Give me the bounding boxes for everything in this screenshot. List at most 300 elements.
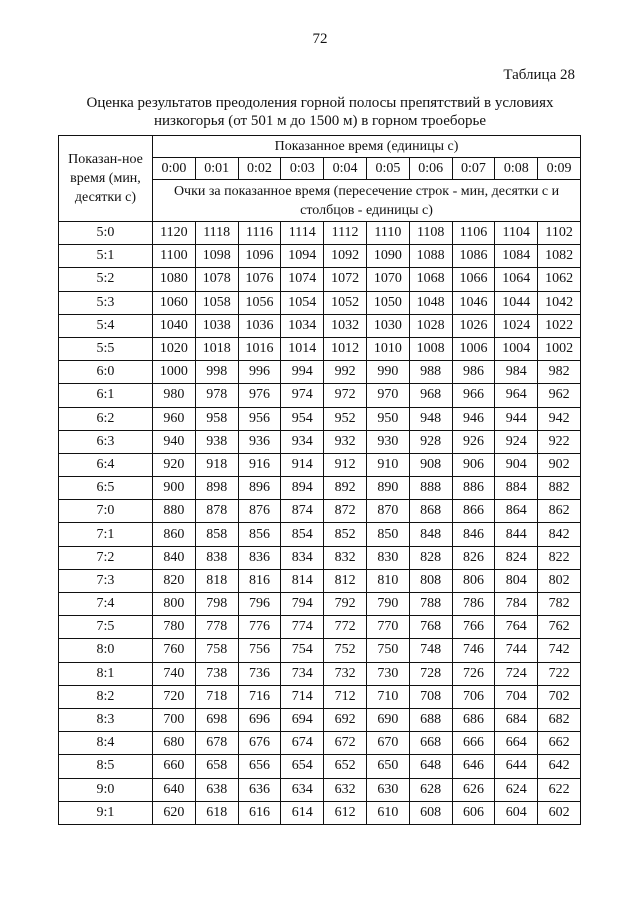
score-cell: 708 bbox=[409, 685, 452, 708]
score-cell: 880 bbox=[153, 500, 196, 523]
score-cell: 760 bbox=[153, 639, 196, 662]
score-cell: 966 bbox=[452, 384, 495, 407]
score-cell: 652 bbox=[324, 755, 367, 778]
score-cell: 986 bbox=[452, 361, 495, 384]
row-time-label: 5:2 bbox=[59, 268, 153, 291]
score-cell: 724 bbox=[495, 662, 538, 685]
score-cell: 776 bbox=[238, 616, 281, 639]
score-cell: 890 bbox=[366, 477, 409, 500]
score-cell: 692 bbox=[324, 708, 367, 731]
score-cell: 704 bbox=[495, 685, 538, 708]
row-time-label: 8:4 bbox=[59, 732, 153, 755]
score-cell: 732 bbox=[324, 662, 367, 685]
score-cell: 858 bbox=[195, 523, 238, 546]
table-row bbox=[59, 361, 581, 384]
score-cell: 702 bbox=[538, 685, 581, 708]
score-cell: 938 bbox=[195, 430, 238, 453]
score-cell: 940 bbox=[153, 430, 196, 453]
score-cell: 1100 bbox=[153, 245, 196, 268]
score-cell: 972 bbox=[324, 384, 367, 407]
score-cell: 894 bbox=[281, 477, 324, 500]
row-time-label: 8:0 bbox=[59, 639, 153, 662]
score-cell: 988 bbox=[409, 361, 452, 384]
score-cell: 792 bbox=[324, 593, 367, 616]
score-cell: 620 bbox=[153, 801, 196, 824]
score-cell: 788 bbox=[409, 593, 452, 616]
page-number: 72 bbox=[312, 31, 328, 47]
score-cell: 1098 bbox=[195, 245, 238, 268]
score-cell: 1074 bbox=[281, 268, 324, 291]
score-cell: 774 bbox=[281, 616, 324, 639]
score-cell: 1094 bbox=[281, 245, 324, 268]
score-cell: 602 bbox=[538, 801, 581, 824]
table-label: Таблица 28 bbox=[503, 67, 575, 83]
score-cell: 700 bbox=[153, 708, 196, 731]
score-cell: 766 bbox=[452, 616, 495, 639]
column-header: 0:05 bbox=[366, 158, 409, 180]
score-cell: 990 bbox=[366, 361, 409, 384]
score-cell: 898 bbox=[195, 477, 238, 500]
score-cell: 720 bbox=[153, 685, 196, 708]
score-cell: 978 bbox=[195, 384, 238, 407]
table-row bbox=[59, 523, 581, 546]
score-cell: 928 bbox=[409, 430, 452, 453]
score-cell: 910 bbox=[366, 453, 409, 476]
score-cell: 1022 bbox=[538, 314, 581, 337]
score-cell: 872 bbox=[324, 500, 367, 523]
score-cell: 762 bbox=[538, 616, 581, 639]
score-table bbox=[58, 135, 581, 825]
score-cell: 660 bbox=[153, 755, 196, 778]
score-cell: 1104 bbox=[495, 222, 538, 245]
score-cell: 992 bbox=[324, 361, 367, 384]
score-cell: 682 bbox=[538, 708, 581, 731]
score-cell: 868 bbox=[409, 500, 452, 523]
score-cell: 614 bbox=[281, 801, 324, 824]
score-cell: 942 bbox=[538, 407, 581, 430]
row-time-label: 9:0 bbox=[59, 778, 153, 801]
score-cell: 976 bbox=[238, 384, 281, 407]
score-cell: 686 bbox=[452, 708, 495, 731]
score-cell: 1040 bbox=[153, 314, 196, 337]
score-cell: 896 bbox=[238, 477, 281, 500]
column-header: 0:03 bbox=[281, 158, 324, 180]
score-cell: 994 bbox=[281, 361, 324, 384]
score-cell: 654 bbox=[281, 755, 324, 778]
score-cell: 1084 bbox=[495, 245, 538, 268]
score-cell: 866 bbox=[452, 500, 495, 523]
score-cell: 1030 bbox=[366, 314, 409, 337]
score-cell: 854 bbox=[281, 523, 324, 546]
score-cell: 790 bbox=[366, 593, 409, 616]
table-row bbox=[59, 801, 581, 824]
score-cell: 964 bbox=[495, 384, 538, 407]
score-cell: 912 bbox=[324, 453, 367, 476]
score-cell: 862 bbox=[538, 500, 581, 523]
score-cell: 838 bbox=[195, 546, 238, 569]
row-time-label: 5:1 bbox=[59, 245, 153, 268]
score-cell: 648 bbox=[409, 755, 452, 778]
score-cell: 742 bbox=[538, 639, 581, 662]
score-cell: 764 bbox=[495, 616, 538, 639]
table-row bbox=[59, 708, 581, 731]
score-cell: 714 bbox=[281, 685, 324, 708]
score-cell: 1118 bbox=[195, 222, 238, 245]
column-header: 0:06 bbox=[409, 158, 452, 180]
score-cell: 948 bbox=[409, 407, 452, 430]
score-cell: 1060 bbox=[153, 291, 196, 314]
table-row bbox=[59, 593, 581, 616]
score-cell: 822 bbox=[538, 546, 581, 569]
score-cell: 716 bbox=[238, 685, 281, 708]
score-cell: 1032 bbox=[324, 314, 367, 337]
row-time-label: 5:4 bbox=[59, 314, 153, 337]
score-cell: 630 bbox=[366, 778, 409, 801]
score-cell: 622 bbox=[538, 778, 581, 801]
column-header: 0:00 bbox=[153, 158, 196, 180]
score-cell: 944 bbox=[495, 407, 538, 430]
score-cell: 606 bbox=[452, 801, 495, 824]
score-cell: 738 bbox=[195, 662, 238, 685]
score-cell: 848 bbox=[409, 523, 452, 546]
score-cell: 1016 bbox=[238, 337, 281, 360]
score-cell: 946 bbox=[452, 407, 495, 430]
score-cell: 802 bbox=[538, 569, 581, 592]
score-cell: 672 bbox=[324, 732, 367, 755]
score-cell: 634 bbox=[281, 778, 324, 801]
score-cell: 1092 bbox=[324, 245, 367, 268]
column-header: 0:04 bbox=[324, 158, 367, 180]
score-cell: 958 bbox=[195, 407, 238, 430]
score-cell: 1038 bbox=[195, 314, 238, 337]
score-cell: 840 bbox=[153, 546, 196, 569]
score-cell: 1106 bbox=[452, 222, 495, 245]
score-cell: 798 bbox=[195, 593, 238, 616]
score-cell: 974 bbox=[281, 384, 324, 407]
score-cell: 722 bbox=[538, 662, 581, 685]
score-cell: 1096 bbox=[238, 245, 281, 268]
score-cell: 726 bbox=[452, 662, 495, 685]
table-row bbox=[59, 546, 581, 569]
column-header: 0:02 bbox=[238, 158, 281, 180]
score-cell: 1012 bbox=[324, 337, 367, 360]
score-cell: 836 bbox=[238, 546, 281, 569]
score-cell: 932 bbox=[324, 430, 367, 453]
score-cell: 1046 bbox=[452, 291, 495, 314]
score-cell: 668 bbox=[409, 732, 452, 755]
score-cell: 834 bbox=[281, 546, 324, 569]
score-cell: 1062 bbox=[538, 268, 581, 291]
row-time-label: 6:5 bbox=[59, 477, 153, 500]
score-cell: 1120 bbox=[153, 222, 196, 245]
table-row bbox=[59, 337, 581, 360]
score-cell: 830 bbox=[366, 546, 409, 569]
column-group-header: Показанное время (единицы с) bbox=[153, 136, 581, 158]
score-cell: 1108 bbox=[409, 222, 452, 245]
score-cell: 952 bbox=[324, 407, 367, 430]
table-row bbox=[59, 268, 581, 291]
score-cell: 670 bbox=[366, 732, 409, 755]
row-time-label: 7:1 bbox=[59, 523, 153, 546]
score-cell: 956 bbox=[238, 407, 281, 430]
score-cell: 984 bbox=[495, 361, 538, 384]
score-cell: 1026 bbox=[452, 314, 495, 337]
row-time-label: 7:0 bbox=[59, 500, 153, 523]
score-cell: 852 bbox=[324, 523, 367, 546]
score-cell: 996 bbox=[238, 361, 281, 384]
score-cell: 806 bbox=[452, 569, 495, 592]
row-time-label: 7:4 bbox=[59, 593, 153, 616]
row-time-label: 6:0 bbox=[59, 361, 153, 384]
score-cell: 730 bbox=[366, 662, 409, 685]
score-cell: 684 bbox=[495, 708, 538, 731]
score-cell: 1006 bbox=[452, 337, 495, 360]
score-cell: 712 bbox=[324, 685, 367, 708]
score-cell: 1048 bbox=[409, 291, 452, 314]
table-row bbox=[59, 755, 581, 778]
score-cell: 1112 bbox=[324, 222, 367, 245]
table-row bbox=[59, 384, 581, 407]
score-cell: 1068 bbox=[409, 268, 452, 291]
score-cell: 800 bbox=[153, 593, 196, 616]
score-cell: 768 bbox=[409, 616, 452, 639]
score-cell: 842 bbox=[538, 523, 581, 546]
score-cell: 886 bbox=[452, 477, 495, 500]
score-cell: 930 bbox=[366, 430, 409, 453]
score-cell: 1072 bbox=[324, 268, 367, 291]
score-cell: 1010 bbox=[366, 337, 409, 360]
score-cell: 922 bbox=[538, 430, 581, 453]
score-cell: 936 bbox=[238, 430, 281, 453]
table-row bbox=[59, 430, 581, 453]
score-cell: 736 bbox=[238, 662, 281, 685]
score-cell: 1044 bbox=[495, 291, 538, 314]
score-cell: 906 bbox=[452, 453, 495, 476]
score-cell: 640 bbox=[153, 778, 196, 801]
score-cell: 810 bbox=[366, 569, 409, 592]
column-header: 0:01 bbox=[195, 158, 238, 180]
score-cell: 1050 bbox=[366, 291, 409, 314]
score-cell: 658 bbox=[195, 755, 238, 778]
score-cell: 624 bbox=[495, 778, 538, 801]
score-description: Очки за показанное время (пересечение строк - мин, десятки с и столбцов - единицы с) bbox=[153, 180, 581, 222]
score-cell: 706 bbox=[452, 685, 495, 708]
row-time-label: 7:3 bbox=[59, 569, 153, 592]
score-cell: 844 bbox=[495, 523, 538, 546]
score-cell: 804 bbox=[495, 569, 538, 592]
score-cell: 902 bbox=[538, 453, 581, 476]
score-cell: 960 bbox=[153, 407, 196, 430]
score-cell: 816 bbox=[238, 569, 281, 592]
score-cell: 900 bbox=[153, 477, 196, 500]
score-cell: 814 bbox=[281, 569, 324, 592]
score-cell: 968 bbox=[409, 384, 452, 407]
score-cell: 874 bbox=[281, 500, 324, 523]
score-cell: 884 bbox=[495, 477, 538, 500]
score-cell: 646 bbox=[452, 755, 495, 778]
score-cell: 1090 bbox=[366, 245, 409, 268]
score-cell: 920 bbox=[153, 453, 196, 476]
score-cell: 1052 bbox=[324, 291, 367, 314]
score-cell: 962 bbox=[538, 384, 581, 407]
column-header: 0:07 bbox=[452, 158, 495, 180]
score-cell: 696 bbox=[238, 708, 281, 731]
table-row bbox=[59, 685, 581, 708]
score-cell: 674 bbox=[281, 732, 324, 755]
score-cell: 808 bbox=[409, 569, 452, 592]
row-time-label: 9:1 bbox=[59, 801, 153, 824]
score-cell: 1018 bbox=[195, 337, 238, 360]
score-cell: 860 bbox=[153, 523, 196, 546]
table-row bbox=[59, 616, 581, 639]
table-row bbox=[59, 314, 581, 337]
score-cell: 1028 bbox=[409, 314, 452, 337]
score-cell: 688 bbox=[409, 708, 452, 731]
table-caption: Оценка результатов преодоления горной полосы препятствий в условиях низкогорья (от 501 м до 1500 м) в горном троеборье bbox=[86, 95, 554, 129]
score-cell: 818 bbox=[195, 569, 238, 592]
score-cell: 826 bbox=[452, 546, 495, 569]
row-time-label: 5:3 bbox=[59, 291, 153, 314]
score-cell: 1056 bbox=[238, 291, 281, 314]
score-cell: 680 bbox=[153, 732, 196, 755]
table-row bbox=[59, 778, 581, 801]
score-cell: 1078 bbox=[195, 268, 238, 291]
score-table-body bbox=[59, 222, 581, 825]
row-time-label: 7:5 bbox=[59, 616, 153, 639]
score-cell: 1042 bbox=[538, 291, 581, 314]
score-cell: 1036 bbox=[238, 314, 281, 337]
score-cell: 784 bbox=[495, 593, 538, 616]
score-cell: 892 bbox=[324, 477, 367, 500]
score-cell: 1008 bbox=[409, 337, 452, 360]
score-cell: 1034 bbox=[281, 314, 324, 337]
row-time-label: 5:5 bbox=[59, 337, 153, 360]
table-row bbox=[59, 569, 581, 592]
row-time-label: 8:3 bbox=[59, 708, 153, 731]
table-row bbox=[59, 291, 581, 314]
score-cell: 678 bbox=[195, 732, 238, 755]
score-cell: 744 bbox=[495, 639, 538, 662]
score-cell: 770 bbox=[366, 616, 409, 639]
score-cell: 980 bbox=[153, 384, 196, 407]
score-cell: 642 bbox=[538, 755, 581, 778]
score-cell: 846 bbox=[452, 523, 495, 546]
score-cell: 982 bbox=[538, 361, 581, 384]
score-cell: 1020 bbox=[153, 337, 196, 360]
score-cell: 914 bbox=[281, 453, 324, 476]
score-cell: 728 bbox=[409, 662, 452, 685]
score-cell: 904 bbox=[495, 453, 538, 476]
table-row bbox=[59, 732, 581, 755]
score-cell: 1070 bbox=[366, 268, 409, 291]
table-row bbox=[59, 662, 581, 685]
score-cell: 916 bbox=[238, 453, 281, 476]
score-cell: 1014 bbox=[281, 337, 324, 360]
row-header-label: Показан-ное время (мин, десятки с) bbox=[59, 136, 153, 222]
score-cell: 954 bbox=[281, 407, 324, 430]
score-cell: 828 bbox=[409, 546, 452, 569]
score-cell: 918 bbox=[195, 453, 238, 476]
score-cell: 1080 bbox=[153, 268, 196, 291]
score-cell: 740 bbox=[153, 662, 196, 685]
table-row bbox=[59, 477, 581, 500]
score-cell: 750 bbox=[366, 639, 409, 662]
score-cell: 878 bbox=[195, 500, 238, 523]
score-cell: 626 bbox=[452, 778, 495, 801]
table-row bbox=[59, 245, 581, 268]
score-cell: 1102 bbox=[538, 222, 581, 245]
score-cell: 1086 bbox=[452, 245, 495, 268]
score-cell: 778 bbox=[195, 616, 238, 639]
row-time-label: 6:3 bbox=[59, 430, 153, 453]
score-cell: 656 bbox=[238, 755, 281, 778]
table-row bbox=[59, 407, 581, 430]
row-time-label: 7:2 bbox=[59, 546, 153, 569]
score-cell: 694 bbox=[281, 708, 324, 731]
score-cell: 786 bbox=[452, 593, 495, 616]
score-cell: 856 bbox=[238, 523, 281, 546]
score-cell: 780 bbox=[153, 616, 196, 639]
row-time-label: 8:1 bbox=[59, 662, 153, 685]
row-time-label: 8:5 bbox=[59, 755, 153, 778]
score-cell: 754 bbox=[281, 639, 324, 662]
score-cell: 748 bbox=[409, 639, 452, 662]
score-cell: 632 bbox=[324, 778, 367, 801]
score-cell: 1076 bbox=[238, 268, 281, 291]
column-header: 0:08 bbox=[495, 158, 538, 180]
score-cell: 934 bbox=[281, 430, 324, 453]
score-cell: 998 bbox=[195, 361, 238, 384]
score-cell: 618 bbox=[195, 801, 238, 824]
score-cell: 1116 bbox=[238, 222, 281, 245]
score-cell: 1082 bbox=[538, 245, 581, 268]
score-cell: 1004 bbox=[495, 337, 538, 360]
score-cell: 1054 bbox=[281, 291, 324, 314]
row-time-label: 5:0 bbox=[59, 222, 153, 245]
score-cell: 610 bbox=[366, 801, 409, 824]
row-time-label: 6:1 bbox=[59, 384, 153, 407]
score-cell: 756 bbox=[238, 639, 281, 662]
score-cell: 908 bbox=[409, 453, 452, 476]
score-cell: 650 bbox=[366, 755, 409, 778]
score-cell: 608 bbox=[409, 801, 452, 824]
score-cell: 1000 bbox=[153, 361, 196, 384]
score-cell: 796 bbox=[238, 593, 281, 616]
score-cell: 824 bbox=[495, 546, 538, 569]
score-cell: 820 bbox=[153, 569, 196, 592]
score-cell: 638 bbox=[195, 778, 238, 801]
score-cell: 1110 bbox=[366, 222, 409, 245]
table-row bbox=[59, 639, 581, 662]
score-cell: 666 bbox=[452, 732, 495, 755]
table-row bbox=[59, 222, 581, 245]
score-cell: 758 bbox=[195, 639, 238, 662]
score-cell: 664 bbox=[495, 732, 538, 755]
table-row bbox=[59, 453, 581, 476]
score-cell: 832 bbox=[324, 546, 367, 569]
score-cell: 772 bbox=[324, 616, 367, 639]
score-cell: 612 bbox=[324, 801, 367, 824]
score-cell: 662 bbox=[538, 732, 581, 755]
score-cell: 636 bbox=[238, 778, 281, 801]
row-time-label: 6:4 bbox=[59, 453, 153, 476]
score-cell: 1002 bbox=[538, 337, 581, 360]
score-cell: 870 bbox=[366, 500, 409, 523]
score-cell: 710 bbox=[366, 685, 409, 708]
score-cell: 812 bbox=[324, 569, 367, 592]
score-cell: 690 bbox=[366, 708, 409, 731]
score-cell: 950 bbox=[366, 407, 409, 430]
